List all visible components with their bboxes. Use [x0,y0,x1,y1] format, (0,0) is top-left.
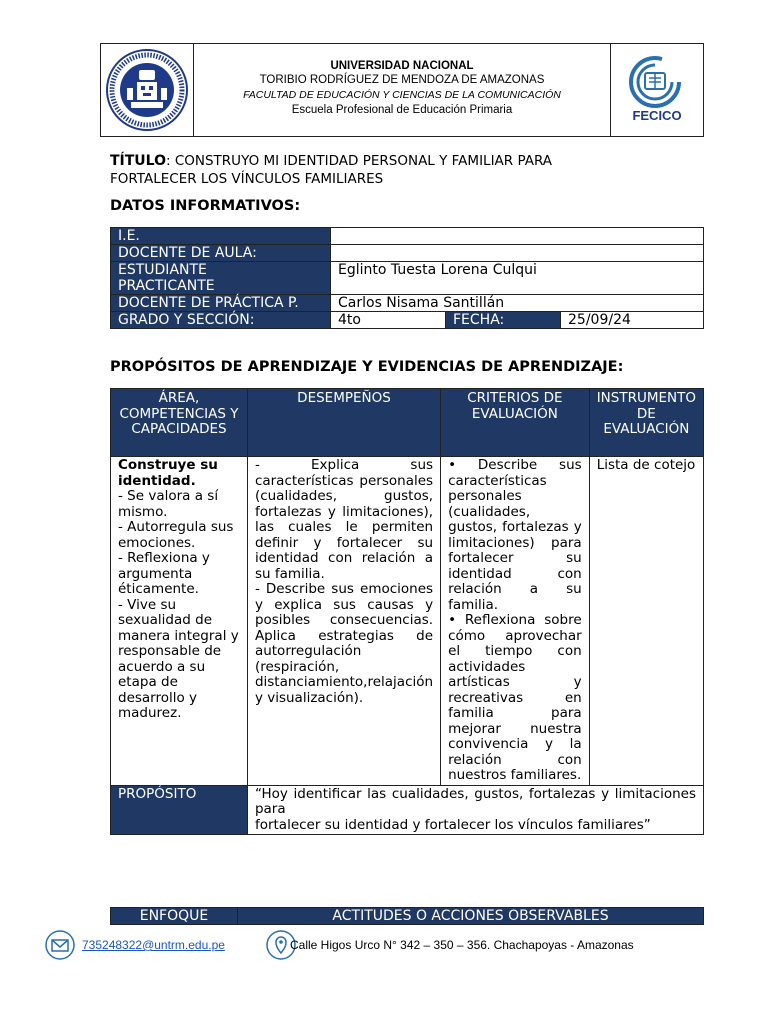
col-area-header: ÁREA, COMPETENCIAS Y CAPACIDADES [111,389,248,457]
col-desempenos-header: DESEMPEÑOS [247,389,440,457]
title-text-line1: : CONSTRUYO MI IDENTIDAD PERSONAL Y FAMILIAR PARA [166,153,553,169]
header-text [194,44,610,136]
estudiante-label-2: PRACTICANTE [118,278,215,294]
proposito-text [247,785,703,835]
faculty-name: FACULTAD DE EDUCACIÓN Y CIENCIAS DE LA COMUNICACIÓN [243,89,561,101]
criterio-1: • Describe sus características personales (cualidades, gustos, fortalezas y limitaciones) para fortalecer su identidad con relación a su familia. [448,457,582,613]
competencia-text: Construye su identidad. [118,457,218,489]
datos-informativos-table [110,227,704,329]
university-name: TORIBIO RODRÍGUEZ DE MENDOZA DE AMAZONAS [259,74,545,86]
proposito-text-line2: fortalecer su identidad y fortalecer los vínculos familiares” [254,816,651,833]
docente-aula-value [331,245,704,262]
grado-label: GRADO Y SECCIÓN: [111,312,331,329]
table-row [111,228,704,245]
email-link[interactable]: 735248322@untrm.edu.pe [82,938,225,952]
proposito-text-line1: “Hoy identificar las cualidades, gustos, fortalezas y limitaciones para [254,785,696,817]
docente-practica-label: DOCENTE DE PRÁCTICA P. [111,295,331,312]
address-text: Calle Higos Urco N° 342 – 350 – 356. Chachapoyas - Amazonas [290,938,634,952]
table-row [111,312,704,329]
university-seal-cell [101,44,194,136]
document-header [100,43,704,137]
col-criterios-header: CRITERIOS DE EVALUACIÓN [441,389,590,457]
table-row [111,245,704,262]
estudiante-value: Eglinto Tuesta Lorena Culqui [331,262,704,295]
desempeno-2: - Describe sus emociones y explica sus causas y posibles consecuencias. Aplica estrategias de autorregulación (respiración, distanciamiento,relajación y visualización). [254,581,434,706]
enfoque-header: ENFOQUE [111,908,238,925]
proposito-label: PROPÓSITO [111,785,248,835]
fecha-label: FECHA: [446,312,561,329]
table-row [111,295,704,312]
document-title [110,152,710,188]
fecha-value: 25/09/24 [561,312,704,329]
desempeno-1: - Explica sus características personales (cualidades, gustos, fortalezas y limitaciones), las cuales le permiten definir y fortalecer su identidad con relación a su familia. [254,457,434,582]
instrumento-cell: Lista de cotejo [589,457,703,786]
ie-value [331,228,704,245]
fecico-logo-cell [610,44,703,136]
propositos-heading: PROPÓSITOS DE APRENDIZAJE Y EVIDENCIAS DE APRENDIZAJE: [110,359,624,375]
desempenos-cell [247,457,440,786]
title-label: TÍTULO [110,153,166,169]
criterios-cell [441,457,590,786]
fecico-logo [611,44,703,136]
capacidades-text: - Se valora a sí mismo. - Autorregula sus emociones. - Reflexiona y argumenta éticamente. - Vive su sexualidad de manera integral y responsable de acuerdo a su etapa de desarrollo y madurez. [118,488,239,721]
propositos-table [110,388,704,835]
university-seal-logo [101,44,193,136]
table-header-row [111,389,704,457]
mail-icon [45,930,75,960]
grado-value: 4to [331,312,446,329]
title-text-line2: FORTALECER LOS VÍNCULOS FAMILIARES [110,171,384,187]
criterio-2: • Reflexiona sobre cómo aprovechar el tiempo con actividades artísticas y recreativas en familia para mejorar nuestra convivencia y la relación con nuestros familiares. [448,612,582,783]
docente-aula-label: DOCENTE DE AULA: [111,245,331,262]
table-row [111,785,704,835]
col-instrumento-header: INSTRUMENTO DE EVALUACIÓN [589,389,703,457]
estudiante-label [111,262,331,295]
area-cell [111,457,248,786]
estudiante-label-1: ESTUDIANTE [118,262,207,278]
fecico-logo-text: FECICO [632,108,682,120]
table-header-row [111,908,704,925]
enfoque-table [110,907,704,925]
ie-label: I.E. [111,228,331,245]
table-row [111,262,704,295]
table-row [111,457,704,786]
docente-practica-value: Carlos Nisama Santillán [331,295,704,312]
university-label: UNIVERSIDAD NACIONAL [330,60,474,72]
datos-heading: DATOS INFORMATIVOS: [110,198,301,214]
actitudes-header: ACTITUDES O ACCIONES OBSERVABLES [238,908,704,925]
school-name: Escuela Profesional de Educación Primaria [291,104,513,116]
